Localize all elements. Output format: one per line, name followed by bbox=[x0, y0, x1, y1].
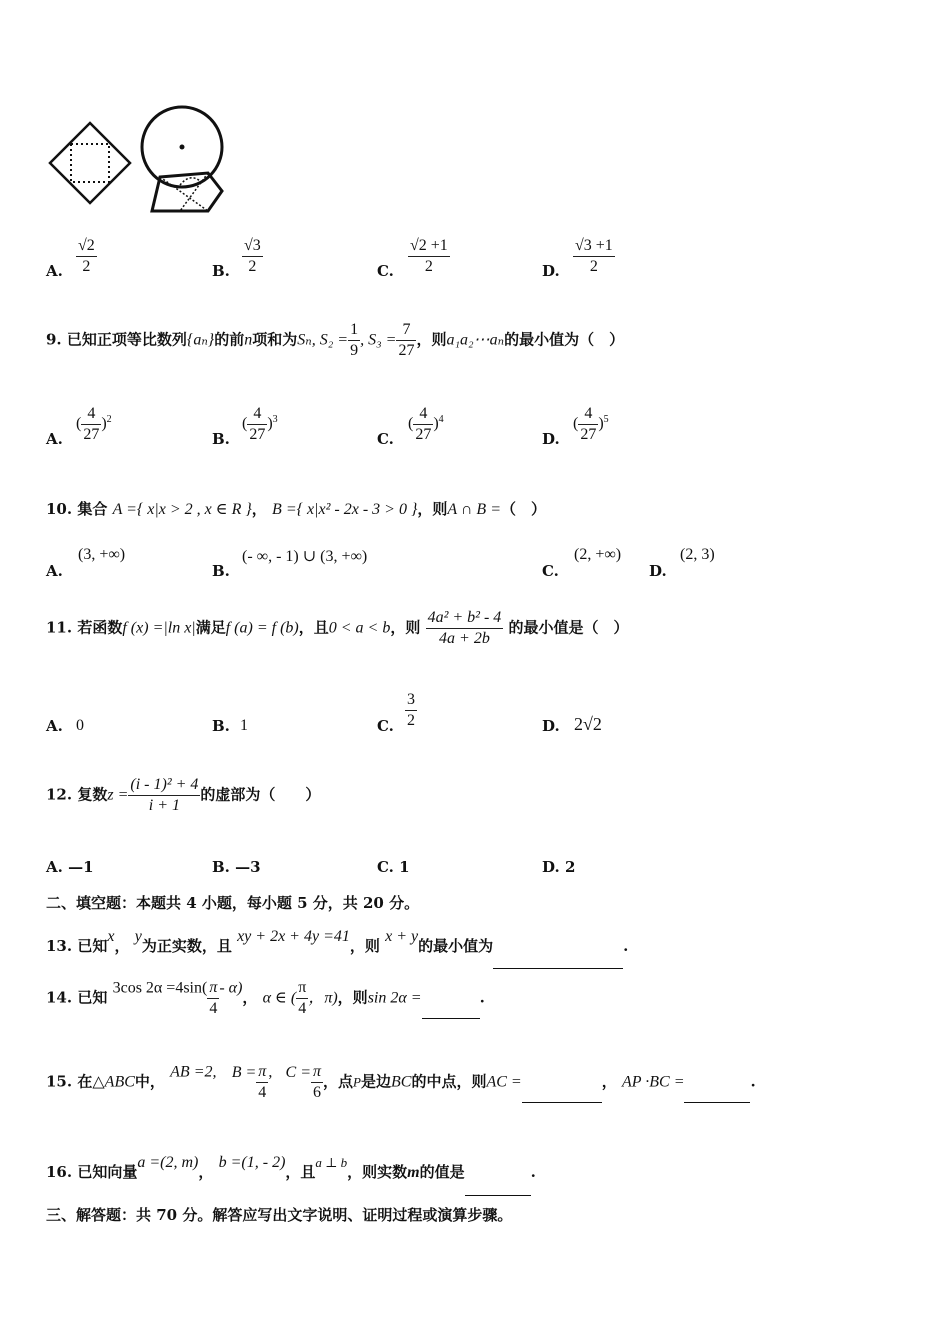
q9-option-b-value: ( $\frac{4}{27}$ )$^3$ bbox=[242, 405, 278, 443]
section-2-heading: 二、填空题：本题共 4 小题，每小题 5 分，共 20 分。 bbox=[46, 894, 420, 912]
q11-option-a[interactable]: A. bbox=[46, 717, 63, 735]
dotted-square bbox=[71, 144, 109, 182]
q8-option-d[interactable]: D. bbox=[542, 262, 560, 280]
diamond-outline bbox=[50, 123, 130, 203]
q10-option-b-value: (- ∞, - 1) ∪ (3, +∞) bbox=[242, 548, 368, 565]
question-11: 11. 若函数f (x) =|ln x|满足f (a) = f (b)，且0 < a < b，则 $\frac{\text{4a² + b² - 4}}{4a + 2b}$ 的最小值是（ ） bbox=[46, 609, 629, 647]
three-view-figure bbox=[40, 95, 240, 220]
q9-option-d-value: ( $\frac{4}{27}$ )$^5$ bbox=[573, 405, 609, 443]
q9-option-a[interactable]: A. bbox=[46, 430, 63, 448]
q8-option-c-value: $\frac{√2 +1}{2}$ bbox=[410, 237, 448, 275]
q8-option-a-value: $\frac{√2}{2}$ bbox=[78, 237, 95, 275]
question-9: 9. 已知正项等比数列{aₙ}的前n项和为Sₙ, S₂ = $\frac{1}{9}$ , S₃ = $\frac{7}{27}$ ，则a₁a₂⋯aₙ的最小值为（ ） bbox=[46, 321, 625, 359]
question-16: 16. 已知向量a =(2, m)， b =(1, - 2)，且a ⊥ b，则实数m的值是 . bbox=[46, 1140, 536, 1196]
q11-option-b[interactable]: B. bbox=[212, 717, 230, 735]
q15-dot-answer-blank[interactable] bbox=[684, 1088, 750, 1103]
q11-option-d[interactable]: D. bbox=[542, 717, 560, 735]
q8-option-b[interactable]: B. bbox=[212, 262, 230, 280]
question-15: 15. 在△ABC中， AB =2, B = $\frac{\pi}{4}$ , C = $\frac{\pi}{6}$ ，点P是边BC的中点，则AC = ， AP ·BC = . bbox=[46, 1063, 756, 1101]
q10-option-b[interactable]: B. bbox=[212, 562, 230, 580]
q10-option-a[interactable]: A. bbox=[46, 562, 63, 580]
section-3-heading: 三、解答题：共 70 分。解答应写出文字说明、证明过程或演算步骤。 bbox=[46, 1206, 513, 1224]
q11-option-a-value: 0 bbox=[76, 717, 84, 734]
q12-option-c[interactable]: C. 1 bbox=[377, 858, 410, 876]
q10-option-d-value: (2, 3) bbox=[680, 546, 715, 563]
q10-option-a-value: (3, +∞) bbox=[78, 546, 126, 563]
q10-option-c-value: (2, +∞) bbox=[574, 546, 622, 563]
q11-option-c-value: $\frac{3}{2}$ bbox=[407, 691, 415, 729]
q11-option-d-value: 2√2 bbox=[574, 714, 602, 734]
q10-option-c[interactable]: C. bbox=[542, 562, 559, 580]
q10-option-d[interactable]: D. bbox=[649, 562, 667, 580]
q13-answer-blank[interactable] bbox=[493, 954, 623, 969]
q9-option-a-value: ( $\frac{4}{27}$ )$^2$ bbox=[76, 405, 112, 443]
q8-option-a[interactable]: A. bbox=[46, 262, 63, 280]
q12-option-b[interactable]: B. —3 bbox=[212, 858, 261, 876]
question-13: 13. 已知x， y为正实数，且 xy + 2x + 4y =41，则 x + y的最小值为 . bbox=[46, 914, 628, 969]
q9-option-c[interactable]: C. bbox=[377, 430, 394, 448]
question-14: 14. 已知 3cos 2α =4sin( $\frac{\pi}{4}$ - α)， α ∈ ( $\frac{\pi}{4}$ ，π)，则sin 2α = . bbox=[46, 979, 485, 1017]
q16-answer-blank[interactable] bbox=[465, 1181, 531, 1196]
q8-option-d-value: $\frac{√3 +1}{2}$ bbox=[575, 237, 613, 275]
q15-ac-answer-blank[interactable] bbox=[522, 1088, 602, 1103]
q12-option-a[interactable]: A. —1 bbox=[46, 858, 94, 876]
sphere-center-dot bbox=[180, 145, 185, 150]
question-12: 12. 复数z = $\frac{\text{(i - 1)² + 4}}{i + 1}$ 的虚部为（ ） bbox=[46, 776, 321, 814]
q12-option-d[interactable]: D. 2 bbox=[542, 858, 576, 876]
q9-option-b[interactable]: B. bbox=[212, 430, 230, 448]
q8-option-b-value: $\frac{√3}{2}$ bbox=[244, 237, 261, 275]
q8-option-c[interactable]: C. bbox=[377, 262, 394, 280]
q14-answer-blank[interactable] bbox=[422, 1004, 480, 1019]
q11-option-b-value: 1 bbox=[240, 717, 248, 734]
question-10: 10. 集合 A ={ x|x > 2 , x ∈ R }， B ={ x|x² - 2x - 3 > 0 }，则A ∩ B =（ ） bbox=[46, 500, 547, 518]
q9-option-d[interactable]: D. bbox=[542, 430, 560, 448]
q11-option-c[interactable]: C. bbox=[377, 717, 394, 735]
q9-option-c-value: ( $\frac{4}{27}$ )$^4$ bbox=[408, 405, 444, 443]
